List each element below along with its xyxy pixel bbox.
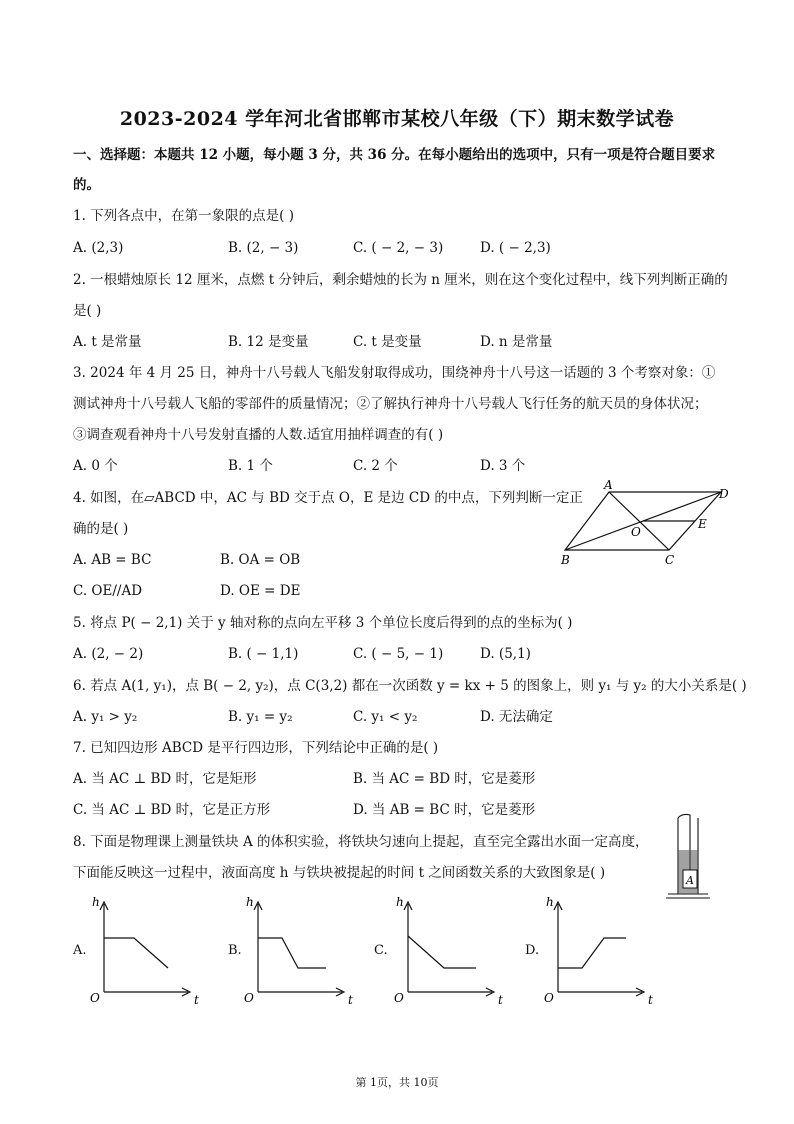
graph-c-label: C. bbox=[374, 943, 388, 958]
q2-option-b: B. 12 是变量 bbox=[228, 334, 309, 350]
q4-option-d: D. OE = DE bbox=[220, 583, 301, 599]
graph-a bbox=[88, 892, 200, 1008]
graph-d bbox=[542, 892, 654, 1008]
q3-option-b: B. 1 个 bbox=[228, 458, 273, 474]
graph-b bbox=[242, 892, 354, 1008]
q5-option-c: C. ( − 5, − 1) bbox=[353, 646, 444, 662]
question-8-stem: 8. 下面是物理课上测量铁块 A 的体积实验，将铁块匀速向上提起，直至完全露出水面一定高度， bbox=[73, 834, 649, 850]
graph-a-y-axis-label: h bbox=[92, 895, 100, 909]
question-1-stem: 1. 下列各点中，在第一象限的点是( ) bbox=[73, 208, 294, 224]
question-2-stem: 2. 一根蜡烛原长 12 厘米，点燃 t 分钟后，剩余蜡烛的长为 n 厘米，则在这个变化过程中，线下列判断正确的 bbox=[73, 272, 728, 288]
q7-option-a: A. 当 AC ⊥ BD 时，它是矩形 bbox=[73, 771, 257, 787]
page-footer: 第 1页，共 10页 bbox=[355, 1076, 439, 1089]
graph-a-x-axis-label: t bbox=[194, 993, 199, 1007]
q7-option-d: D. 当 AB = BC 时，它是菱形 bbox=[353, 802, 536, 818]
question-7-stem: 7. 已知四边形 ABCD 是平行四边形，下列结论中正确的是( ) bbox=[73, 740, 439, 756]
graph-d-x-axis-label: t bbox=[648, 993, 653, 1007]
point-e-label: E bbox=[698, 517, 707, 531]
q5-option-b: B. ( − 1,1) bbox=[228, 646, 299, 662]
q3-option-a: A. 0 个 bbox=[73, 458, 118, 474]
question-8-stem-cont: 下面能反映这一过程中，液面高度 h 与铁块被提起的时间 t 之间函数关系的大致图象是( ) bbox=[73, 865, 606, 881]
q1-option-d: D. ( − 2,3) bbox=[480, 240, 551, 256]
question-3-stem-cont1: 测试神舟十八号载人飞船的零部件的质量情况；②了解执行神舟十八号载人飞行任务的航天员的身体状况； bbox=[73, 396, 708, 412]
q5-option-a: A. (2, − 2) bbox=[73, 646, 144, 662]
q2-option-a: A. t 是常量 bbox=[73, 334, 142, 350]
graph-b-y-axis-label: h bbox=[246, 895, 254, 909]
q2-option-d: D. n 是常量 bbox=[480, 334, 553, 350]
graph-b-x-axis-label: t bbox=[348, 993, 353, 1007]
graph-c-y-axis-label: h bbox=[396, 895, 404, 909]
graph-a-origin: O bbox=[90, 991, 100, 1005]
q7-option-c: C. 当 AC ⊥ BD 时，它是正方形 bbox=[73, 802, 271, 818]
q2-option-c: C. t 是变量 bbox=[353, 334, 422, 350]
page-title: 2023-2024 学年河北省邯郸市某校八年级（下）期末数学试卷 bbox=[119, 108, 675, 130]
point-o-label: O bbox=[631, 525, 641, 539]
q5-option-d: D. (5,1) bbox=[480, 646, 531, 662]
graph-c-curve bbox=[408, 936, 476, 968]
question-4-stem: 4. 如图，在▱ABCD 中，AC 与 BD 交于点 O，E 是边 CD 的中点，下列判断一定正 bbox=[73, 490, 583, 506]
vertex-a-label: A bbox=[604, 478, 613, 492]
beaker-figure bbox=[664, 812, 710, 904]
iron-block-label: A bbox=[686, 874, 694, 887]
question-5-stem: 5. 将点 P( − 2,1) 关于 y 轴对称的点向左平移 3 个单位长度后得到的点的坐标为( ) bbox=[73, 615, 573, 631]
vertex-c-label: C bbox=[665, 553, 675, 567]
graph-c-x-axis-label: t bbox=[498, 993, 503, 1007]
section-heading-cont: 的。 bbox=[73, 177, 100, 193]
graph-a-curve bbox=[104, 938, 168, 968]
graph-d-y-axis-label: h bbox=[546, 895, 554, 909]
question-2-stem-cont: 是( ) bbox=[73, 303, 102, 319]
question-4-stem-cont: 确的是( ) bbox=[73, 521, 129, 537]
graph-b-origin: O bbox=[244, 991, 254, 1005]
section-heading: 一、选择题：本题共 12 小题，每小题 3 分，共 36 分。在每小题给出的选项中，只有一项是符合题目要求 bbox=[73, 147, 716, 163]
q1-option-c: C. ( − 2, − 3) bbox=[353, 240, 444, 256]
q6-option-d: D. 无法确定 bbox=[480, 709, 553, 725]
question-6-stem: 6. 若点 A(1, y₁)，点 B( − 2, y₂)，点 C(3,2) 都在一次函数 y = kx + 5 的图象上，则 y₁ 与 y₂ 的大小关系是( ) bbox=[73, 678, 747, 694]
question-3-stem-cont2: ③调查观看神舟十八号发射直播的人数.适宜用抽样调查的有( ) bbox=[73, 427, 444, 443]
q6-option-c: C. y₁ < y₂ bbox=[353, 709, 418, 725]
vertex-d-label: D bbox=[719, 487, 729, 501]
graph-c-origin: O bbox=[394, 991, 404, 1005]
question-3-stem: 3. 2024 年 4 月 25 日，神舟十八号载人飞船发射取得成功，围绕神舟十八号这一话题的 3 个考察对象：① bbox=[73, 365, 716, 381]
q3-option-c: C. 2 个 bbox=[353, 458, 398, 474]
vertex-b-label: B bbox=[561, 553, 570, 567]
graph-b-label: B. bbox=[228, 943, 242, 958]
graph-d-curve bbox=[558, 938, 626, 968]
q1-option-a: A. (2,3) bbox=[73, 240, 124, 256]
graph-c bbox=[392, 892, 504, 1008]
q4-option-c: C. OE//AD bbox=[73, 583, 143, 599]
graph-d-origin: O bbox=[544, 991, 554, 1005]
q4-option-a: A. AB = BC bbox=[73, 552, 152, 568]
q7-option-b: B. 当 AC = BD 时，它是菱形 bbox=[353, 771, 536, 787]
q3-option-d: D. 3 个 bbox=[480, 458, 526, 474]
graph-b-curve bbox=[258, 938, 326, 968]
q1-option-b: B. (2, − 3) bbox=[228, 240, 299, 256]
q6-option-a: A. y₁ > y₂ bbox=[73, 709, 138, 725]
graph-a-label: A. bbox=[73, 943, 87, 958]
graph-d-label: D. bbox=[525, 943, 540, 958]
q6-option-b: B. y₁ = y₂ bbox=[228, 709, 293, 725]
q4-option-b: B. OA = OB bbox=[220, 552, 301, 568]
parallelogram-figure bbox=[555, 478, 745, 570]
